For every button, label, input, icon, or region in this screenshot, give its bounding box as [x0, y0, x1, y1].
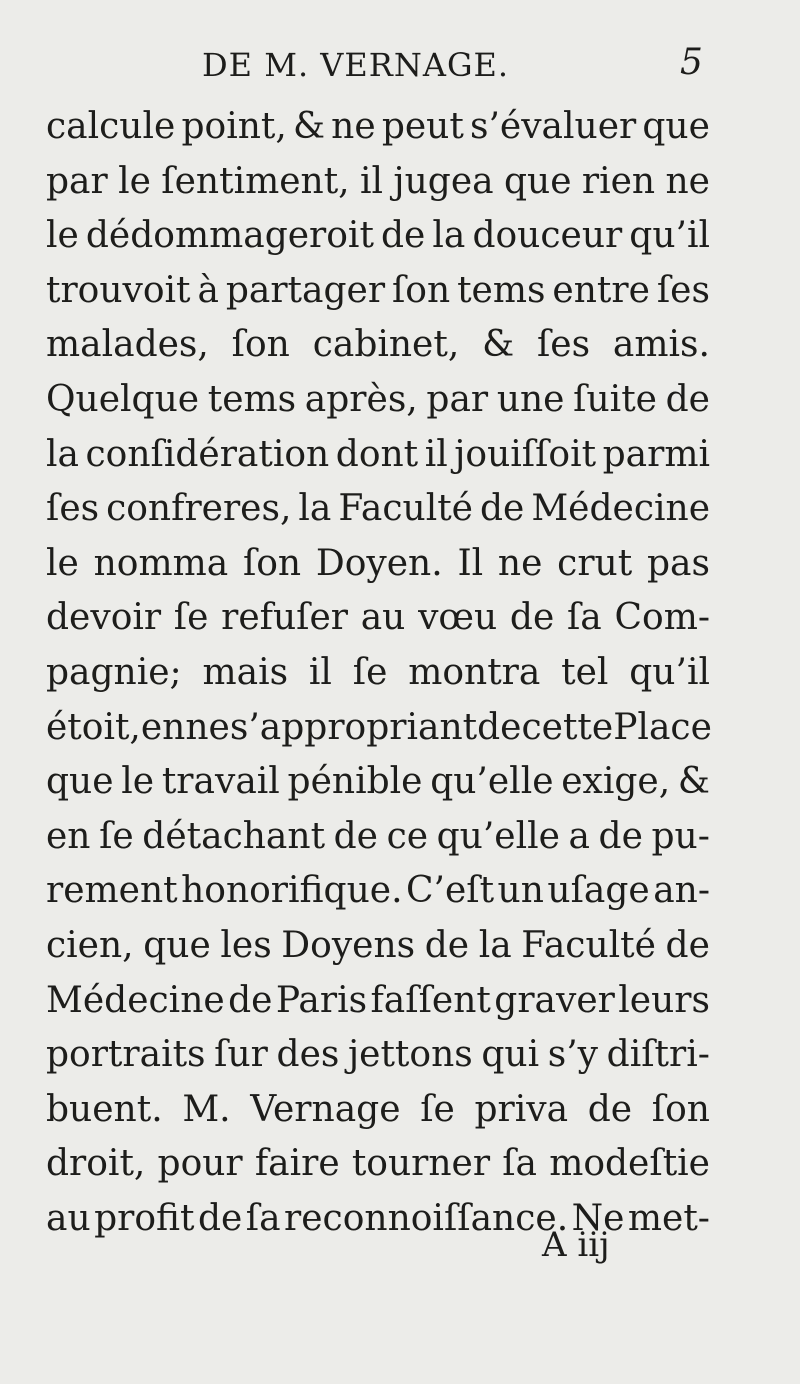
word: malades,	[46, 324, 209, 366]
word: entre	[552, 269, 650, 311]
word: ſon	[231, 324, 290, 366]
word: les	[220, 924, 272, 966]
word: jettons	[348, 1034, 473, 1076]
word: parmi	[602, 433, 710, 475]
word: cette	[521, 706, 614, 748]
word: ſes	[46, 488, 100, 530]
word: de	[197, 1197, 243, 1239]
word: buent.	[46, 1088, 163, 1130]
text-line	[46, 428, 710, 483]
word: nomma	[93, 542, 229, 584]
page-number: 5	[680, 42, 703, 83]
word: partager	[225, 269, 386, 311]
word: C’eſt	[405, 870, 495, 912]
word: la	[478, 924, 512, 966]
word: portraits	[46, 1034, 206, 1076]
word: des	[276, 1034, 340, 1076]
word: ſe	[352, 651, 388, 693]
word: ſa	[566, 597, 602, 639]
word: que	[642, 106, 710, 147]
word: leurs	[618, 979, 710, 1021]
word: la	[432, 215, 466, 257]
text-line	[46, 591, 710, 646]
text-line	[46, 864, 710, 919]
word: dédommageroit	[85, 215, 374, 257]
word: peut	[381, 106, 464, 147]
word: s’évaluer	[469, 106, 637, 147]
word: Il	[457, 542, 484, 584]
word: jugea	[393, 160, 494, 202]
word: pu-	[651, 815, 710, 857]
word: le	[46, 542, 79, 584]
word: à	[197, 269, 219, 311]
word: faſſent	[370, 979, 491, 1021]
word: ſe	[173, 597, 209, 639]
word: après,	[304, 378, 418, 420]
word: douceur	[472, 215, 623, 257]
word: dont	[335, 433, 419, 475]
word: que	[46, 761, 114, 803]
word: détachant	[142, 815, 326, 857]
word: ſon	[651, 1088, 710, 1130]
word: ſur	[214, 1034, 268, 1076]
word: Paris	[275, 979, 368, 1021]
word: une	[496, 378, 565, 420]
word: Médecine	[46, 979, 225, 1021]
word: uſage	[547, 870, 650, 912]
word: Doyen.	[315, 542, 443, 584]
text-line	[46, 755, 710, 810]
word: pénible	[287, 761, 423, 803]
word: ſa	[245, 1197, 281, 1239]
word: ſes	[656, 269, 710, 311]
text-line	[46, 209, 710, 264]
word: amis.	[612, 324, 710, 366]
word: la	[46, 433, 79, 475]
word: refuſer	[221, 597, 349, 639]
word: ſon	[391, 269, 451, 311]
text-line	[46, 1083, 710, 1138]
word: an-	[653, 870, 710, 912]
word: jouiſſoit	[454, 433, 597, 475]
word: de	[665, 378, 710, 420]
word: Place	[613, 706, 712, 748]
word: de	[333, 815, 378, 857]
word: crut	[557, 542, 633, 584]
text-line	[46, 1028, 710, 1083]
word: ne	[331, 106, 376, 147]
word: Quelque	[46, 378, 200, 420]
text-line	[46, 482, 710, 537]
word: tourner	[351, 1143, 491, 1185]
word: faire	[254, 1143, 340, 1185]
word: ſes	[536, 324, 591, 366]
word: Com-	[614, 597, 710, 639]
word: que	[503, 160, 572, 202]
word: au	[360, 597, 406, 639]
text-line	[46, 1137, 710, 1192]
word: trouvoit	[46, 269, 191, 311]
word: qu’elle	[436, 815, 560, 857]
word: ce	[386, 815, 429, 857]
word: qui	[481, 1034, 540, 1076]
word: travail	[161, 761, 280, 803]
word: Faculté	[338, 488, 473, 530]
word: point,	[181, 106, 287, 147]
text-line	[46, 974, 710, 1029]
word: par	[46, 160, 108, 202]
word: Vernage	[250, 1088, 401, 1130]
word: modeſtie	[549, 1143, 710, 1185]
word: s’appropriant	[229, 706, 478, 748]
word: étoit,	[46, 706, 141, 748]
word: le	[121, 761, 155, 803]
word: devoir	[46, 597, 162, 639]
word: Ne	[571, 1197, 625, 1239]
text-line	[46, 646, 710, 701]
word: qu’il	[629, 215, 710, 257]
running-head: DE M. VERNAGE.	[202, 46, 510, 84]
word: ne	[665, 160, 710, 202]
word: ſa	[502, 1143, 538, 1185]
word: ſuite	[573, 378, 657, 420]
word: ne	[185, 706, 230, 748]
word: de	[228, 979, 273, 1021]
text-line	[46, 1192, 710, 1247]
word: qu’il	[629, 651, 710, 693]
word: tems	[207, 378, 297, 420]
word: s’y	[547, 1034, 599, 1076]
word: de	[598, 815, 643, 857]
word: calcule	[46, 106, 176, 147]
text-line	[46, 155, 710, 210]
word: le	[46, 215, 79, 257]
word: pagnie;	[46, 651, 182, 693]
word: qu’elle	[430, 761, 554, 803]
word: par	[426, 378, 489, 420]
word: ne	[497, 542, 543, 584]
word: conſidération	[85, 433, 330, 475]
text-line	[46, 701, 710, 756]
body-text	[46, 100, 710, 1246]
text-line	[46, 373, 710, 428]
word: la	[298, 488, 332, 530]
word: en	[140, 706, 186, 748]
word: met-	[627, 1197, 710, 1239]
word: de	[509, 597, 555, 639]
word: ſe	[420, 1088, 455, 1130]
word: profit	[94, 1197, 195, 1239]
text-line	[46, 264, 710, 319]
text-line	[46, 810, 710, 865]
word: vœu	[418, 597, 498, 639]
word: graver	[494, 979, 615, 1021]
word: un	[497, 870, 544, 912]
word: Faculté	[521, 924, 656, 966]
word: rement	[46, 870, 178, 912]
word: honorifique.	[181, 870, 403, 912]
word: de	[424, 924, 470, 966]
text-line	[46, 919, 710, 974]
word: &	[292, 106, 325, 147]
page-header	[0, 42, 800, 100]
word: de	[380, 215, 426, 257]
word: le	[118, 160, 151, 202]
word: que	[143, 924, 211, 966]
word: il	[424, 433, 448, 475]
word: en	[46, 815, 91, 857]
word: ſon	[242, 542, 302, 584]
word: exige,	[561, 761, 671, 803]
word: il	[308, 651, 332, 693]
word: rien	[581, 160, 656, 202]
word: mais	[202, 651, 289, 693]
word: tel	[561, 651, 609, 693]
word: montra	[408, 651, 541, 693]
word: Médecine	[531, 488, 710, 530]
word: cabinet,	[312, 324, 460, 366]
word: droit,	[46, 1143, 146, 1185]
word: de	[477, 706, 522, 748]
text-line	[46, 318, 710, 373]
word: de	[665, 924, 710, 966]
word: cien,	[46, 924, 134, 966]
word: &	[677, 761, 710, 803]
word: diſtri-	[606, 1034, 710, 1076]
word: de	[479, 488, 525, 530]
word: tems	[457, 269, 546, 311]
word: au	[46, 1197, 91, 1239]
text-line	[46, 537, 710, 592]
word: confreres,	[106, 488, 292, 530]
word: pour	[157, 1143, 243, 1185]
word: M.	[182, 1088, 231, 1130]
word: ſentiment,	[161, 160, 350, 202]
word: priva	[474, 1088, 569, 1130]
word: &	[482, 324, 515, 366]
word: reconnoiſſance.	[284, 1197, 569, 1239]
word: de	[587, 1088, 633, 1130]
signature-mark: A iij	[542, 1225, 610, 1265]
word: Doyens	[281, 924, 416, 966]
word: ſe	[99, 815, 134, 857]
word: pas	[646, 542, 710, 584]
text-line	[46, 100, 710, 155]
word: il	[360, 160, 384, 202]
word: a	[568, 815, 590, 857]
